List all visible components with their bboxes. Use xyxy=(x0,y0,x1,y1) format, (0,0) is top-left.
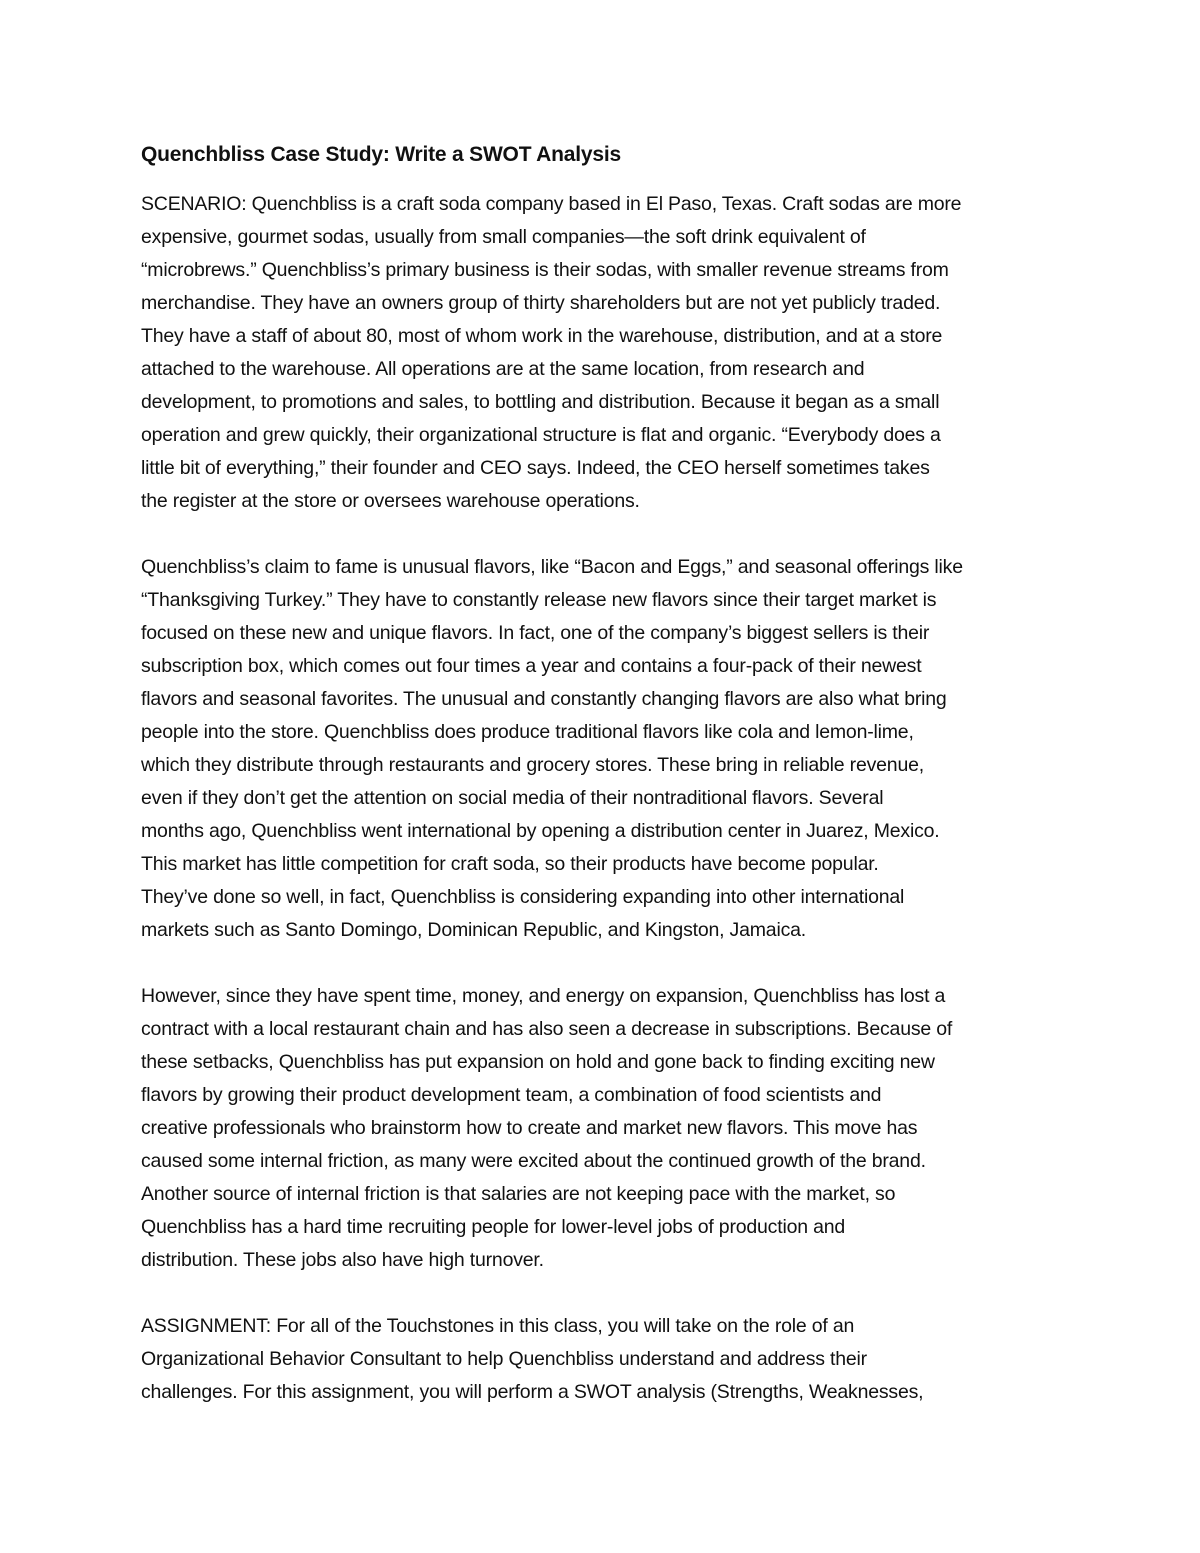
text-line: Another source of internal friction is that salaries are not keeping pace with the market, so xyxy=(141,1183,896,1205)
text-line: expensive, gourmet sodas, usually from small companies—the soft drink equivalent of xyxy=(141,226,866,248)
text-line: Quenchbliss’s claim to fame is unusual flavors, like “Bacon and Eggs,” and seasonal offerings like xyxy=(141,556,963,578)
text-line: “Thanksgiving Turkey.” They have to constantly release new flavors since their target market is xyxy=(141,589,937,611)
text-line: Quenchbliss has a hard time recruiting people for lower-level jobs of production and xyxy=(141,1216,846,1238)
text-line: contract with a local restaurant chain and has also seen a decrease in subscriptions. Because of xyxy=(141,1018,953,1040)
text-line: SCENARIO: Quenchbliss is a craft soda company based in El Paso, Texas. Craft sodas are more xyxy=(141,193,962,215)
text-line: little bit of everything,” their founder and CEO says. Indeed, the CEO herself sometimes takes xyxy=(141,457,930,479)
text-line: development, to promotions and sales, to bottling and distribution. Because it began as a small xyxy=(141,391,940,413)
text-line: caused some internal friction, as many were excited about the continued growth of the brand. xyxy=(141,1150,926,1172)
document-title: Quenchbliss Case Study: Write a SWOT Analysis xyxy=(141,143,621,166)
text-line: flavors and seasonal favorites. The unusual and constantly changing flavors are also what bring xyxy=(141,688,947,710)
paragraph-scenario xyxy=(141,188,1066,518)
text-line: merchandise. They have an owners group of thirty shareholders but are not yet publicly traded. xyxy=(141,292,941,314)
text-line: They’ve done so well, in fact, Quenchbliss is considering expanding into other international xyxy=(141,886,905,908)
text-line: markets such as Santo Domingo, Dominican Republic, and Kingston, Jamaica. xyxy=(141,919,806,941)
text-line: which they distribute through restaurants and grocery stores. These bring in reliable revenue, xyxy=(141,754,924,776)
paragraph-assignment xyxy=(141,1310,1066,1409)
paragraph-flavors xyxy=(141,551,1066,947)
paragraph-setbacks xyxy=(141,980,1066,1277)
text-line: focused on these new and unique flavors. In fact, one of the company’s biggest sellers is their xyxy=(141,622,930,644)
text-line: the register at the store or oversees warehouse operations. xyxy=(141,490,640,512)
text-line: creative professionals who brainstorm how to create and market new flavors. This move has xyxy=(141,1117,918,1139)
text-line: these setbacks, Quenchbliss has put expansion on hold and gone back to finding exciting new xyxy=(141,1051,935,1073)
text-line: subscription box, which comes out four times a year and contains a four-pack of their newest xyxy=(141,655,922,677)
text-line: distribution. These jobs also have high turnover. xyxy=(141,1249,544,1271)
text-line: attached to the warehouse. All operations are at the same location, from research and xyxy=(141,358,865,380)
text-line: months ago, Quenchbliss went international by opening a distribution center in Juarez, Mexico. xyxy=(141,820,940,842)
text-line: flavors by growing their product development team, a combination of food scientists and xyxy=(141,1084,882,1106)
text-line: However, since they have spent time, money, and energy on expansion, Quenchbliss has lost a xyxy=(141,985,946,1007)
text-line: even if they don’t get the attention on social media of their nontraditional flavors. Several xyxy=(141,787,884,809)
text-line: They have a staff of about 80, most of whom work in the warehouse, distribution, and at a store xyxy=(141,325,943,347)
document-body xyxy=(141,138,1066,1442)
text-line: ASSIGNMENT: For all of the Touchstones in this class, you will take on the role of an xyxy=(141,1315,855,1337)
text-line: operation and grew quickly, their organizational structure is flat and organic. “Everybody does a xyxy=(141,424,941,446)
text-line: challenges. For this assignment, you will perform a SWOT analysis (Strengths, Weaknesses, xyxy=(141,1381,924,1403)
text-line: people into the store. Quenchbliss does produce traditional flavors like cola and lemon-lime, xyxy=(141,721,914,743)
text-line: “microbrews.” Quenchbliss’s primary business is their sodas, with smaller revenue streams from xyxy=(141,259,949,281)
text-line: Organizational Behavior Consultant to help Quenchbliss understand and address their xyxy=(141,1348,867,1370)
text-line: This market has little competition for craft soda, so their products have become popular. xyxy=(141,853,879,875)
